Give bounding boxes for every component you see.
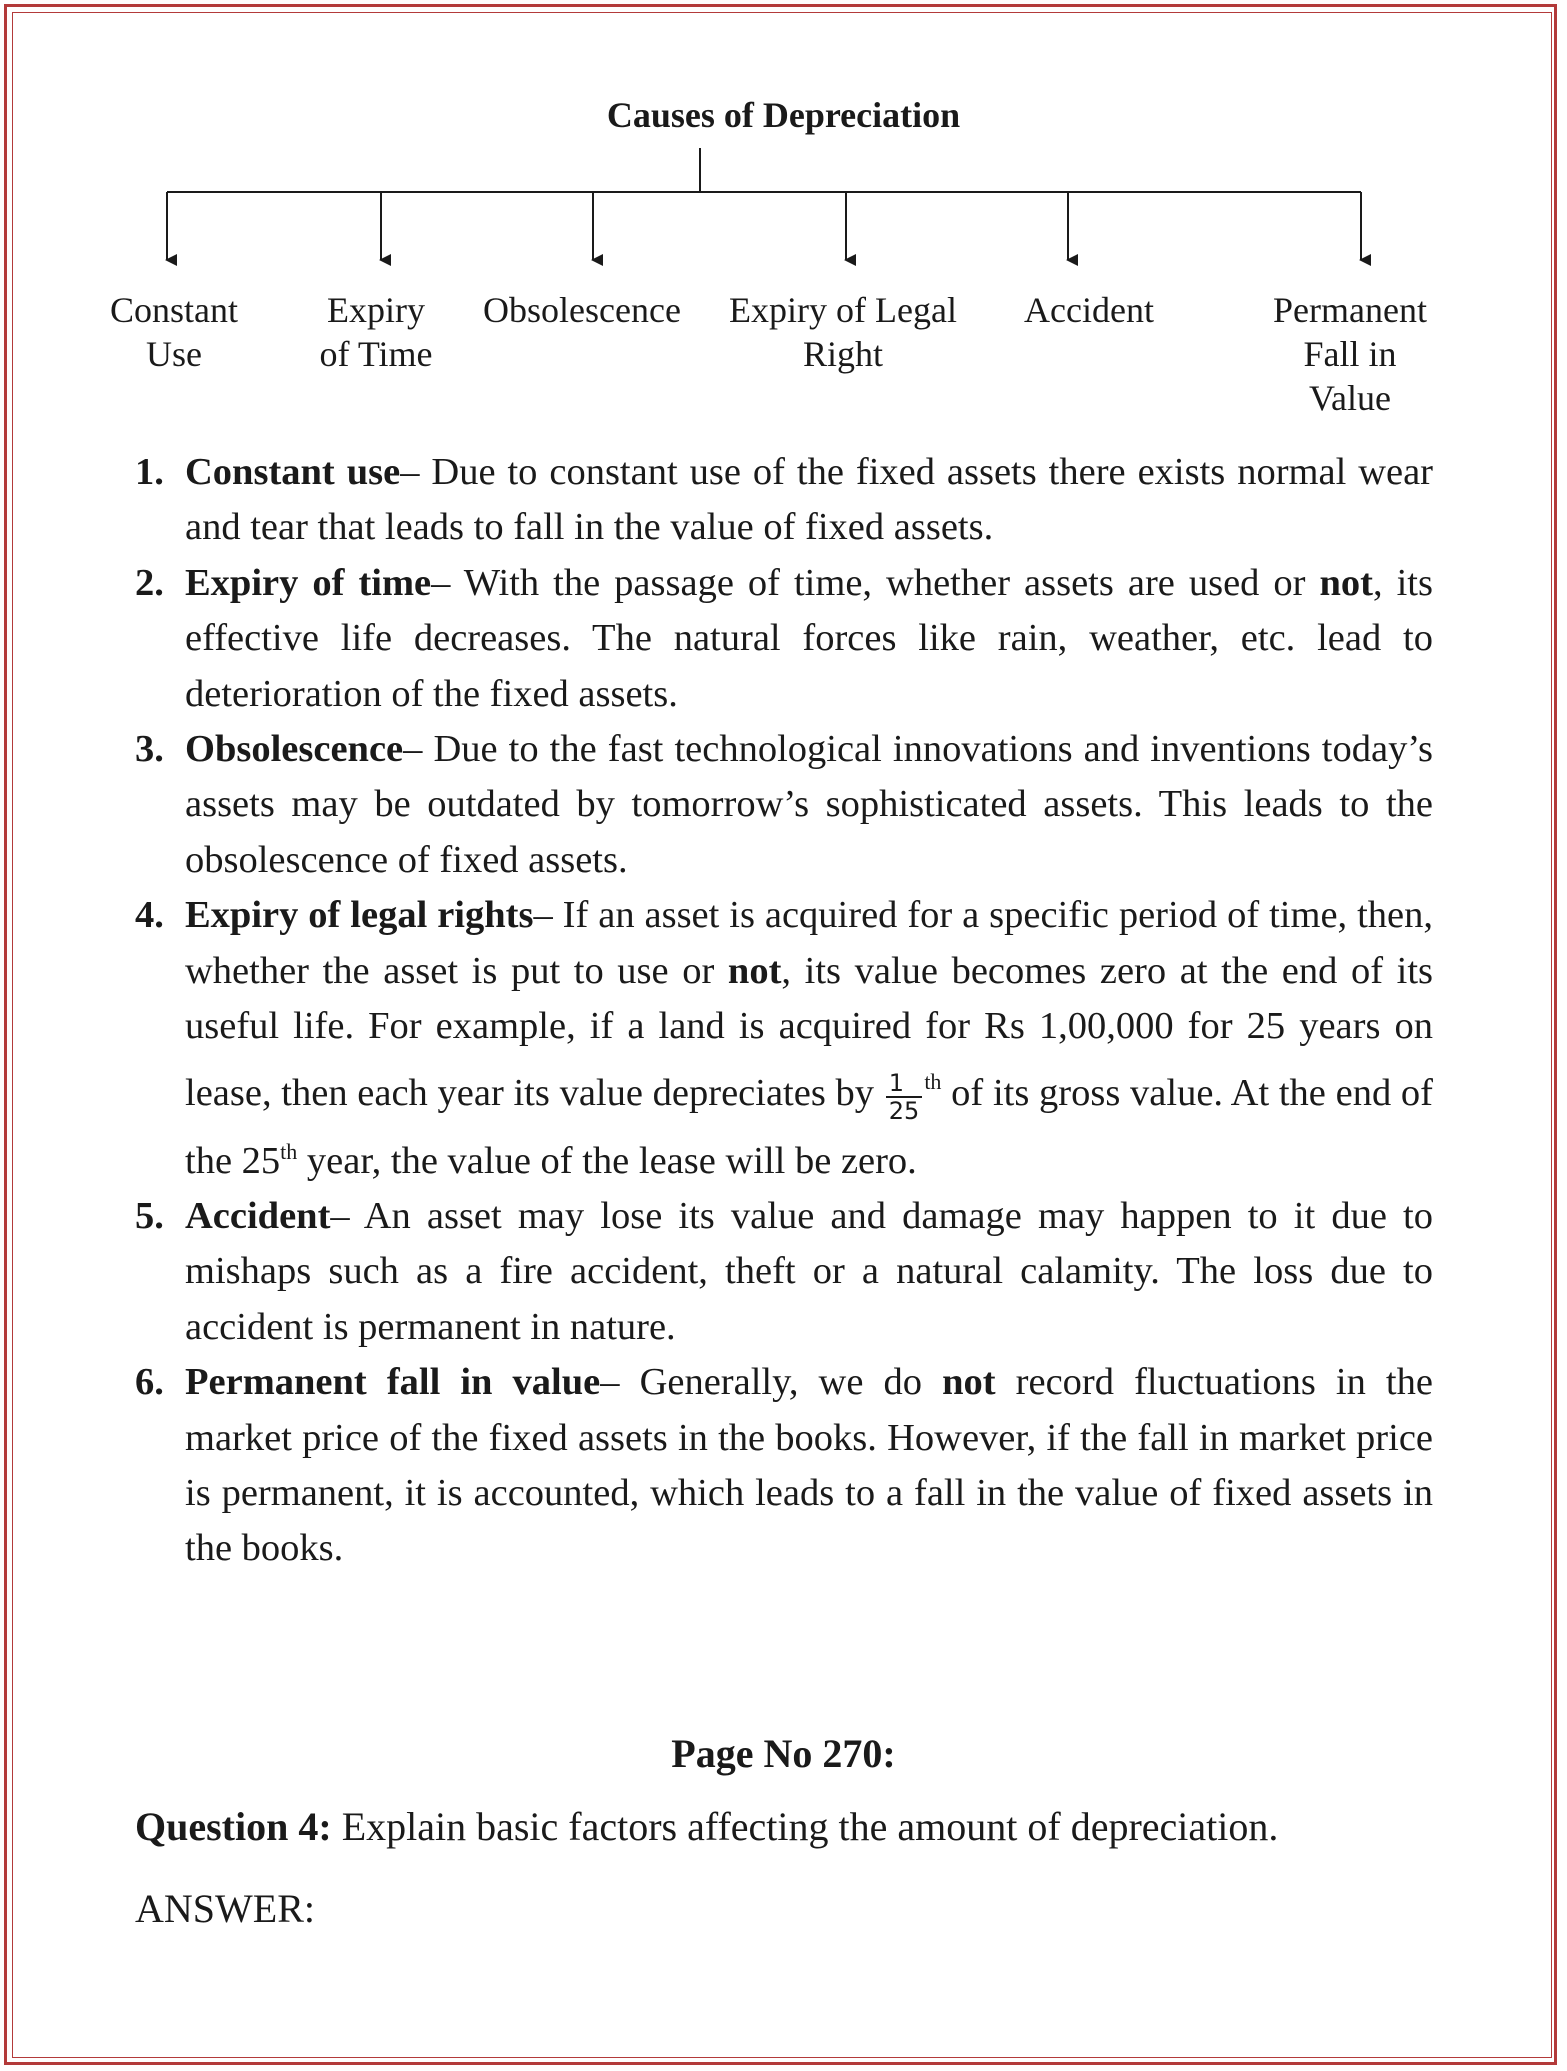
item-separator: – <box>403 728 434 771</box>
item-separator: – <box>533 894 563 937</box>
list-item <box>135 1189 1433 1355</box>
diagram-title: Causes of Depreciation <box>606 95 961 135</box>
item-heading: Obsolescence <box>185 728 404 771</box>
item-heading: Expiry of legal rights <box>185 894 534 937</box>
question-label: Question 4: <box>135 1804 332 1849</box>
list-item <box>135 556 1433 722</box>
item-text: year, the value of the lease will be zero. <box>297 1139 917 1182</box>
item-heading: Permanent fall in value <box>185 1361 601 1404</box>
item-heading: Constant use <box>185 451 401 493</box>
item-text: , its value becomes zero at the end of its useful life. For example, if a land is acquired for Rs 1,00,000 for 25 years on lease, then each year its value depreciates by <box>185 949 1434 1115</box>
item-heading: Accident <box>185 1194 331 1237</box>
diagram-node-obsolescence: Obsolescence <box>483 290 681 330</box>
item-text: , its effective life decreases. The natural forces like rain, weather, etc. lead to deterioration of the fixed assets. <box>185 561 1433 715</box>
diagram-node-expiry-of-legal-right: Expiry of Legal Right <box>729 290 957 374</box>
item-number: 6. <box>135 1361 164 1404</box>
list-item <box>135 445 1433 556</box>
diagram-node-expiry-of-time: Expiry of Time <box>319 290 433 374</box>
item-heading: Expiry of time <box>185 561 432 604</box>
item-text: record fluctuations in the market price of the fixed assets in the books. However, if the fall in market price is permanent, it is accounted, which leads to a fall in the value of fixed assets in the books. <box>185 1361 1433 1570</box>
item-text: Due to the fast technological innovations and inventions today’s assets may be outdated by tomorrow’s sophisticated assets. This leads to the obsolescence of fixed assets. <box>185 728 1433 881</box>
item-number: 1. <box>135 451 164 493</box>
item-text: of its gross value. At the end of the 25 <box>185 1072 1433 1182</box>
causes-list <box>135 445 1433 1577</box>
diagram-node-permanent-fall: Permanent Fall in Value <box>1273 290 1427 418</box>
item-separator: – <box>431 561 464 604</box>
item-separator: – <box>600 1361 640 1404</box>
item-separator: – <box>400 451 432 493</box>
question-text: Explain basic factors affecting the amount of depreciation. <box>331 1804 1279 1849</box>
item-separator: – <box>330 1194 364 1237</box>
item-text: With the passage of time, whether assets are used or <box>463 561 1320 604</box>
fraction <box>886 1070 923 1124</box>
list-item <box>135 722 1433 888</box>
item-bold-word: not <box>942 1361 996 1404</box>
item-text: If an asset is acquired for a specific period of time, then, whether the asset is put to use or <box>185 894 1433 992</box>
fraction-denominator: 25 <box>888 1096 920 1125</box>
list-item <box>135 1355 1433 1577</box>
question-line <box>135 1803 1278 1850</box>
item-text: Due to constant use of the fixed assets there exists normal wear and tear that leads to fall in the value of fixed assets. <box>185 451 1434 549</box>
item-number: 2. <box>135 561 164 604</box>
item-bold-word: not <box>727 949 782 992</box>
answer-label: ANSWER: <box>135 1886 315 1931</box>
page-number-heading: Page No 270: <box>671 1731 896 1776</box>
diagram-node-constant-use: Constant Use <box>109 290 239 374</box>
fraction-numerator: 1 <box>886 1070 923 1098</box>
superscript: th <box>280 1138 298 1164</box>
causes-list-section <box>135 445 1433 1577</box>
item-number: 3. <box>135 728 164 771</box>
item-text: Generally, we do <box>639 1361 943 1404</box>
fraction-superscript: th <box>924 1069 942 1095</box>
item-bold-word: not <box>1319 561 1373 604</box>
diagram-node-accident: Accident <box>1024 290 1154 330</box>
item-text: An asset may lose its value and damage may happen to it due to mishaps such as a fire accident, theft or a natural calamity. The loss due to accident is permanent in nature. <box>185 1194 1433 1348</box>
item-number: 4. <box>135 894 164 937</box>
list-item <box>135 888 1433 1189</box>
item-number: 5. <box>135 1194 164 1237</box>
